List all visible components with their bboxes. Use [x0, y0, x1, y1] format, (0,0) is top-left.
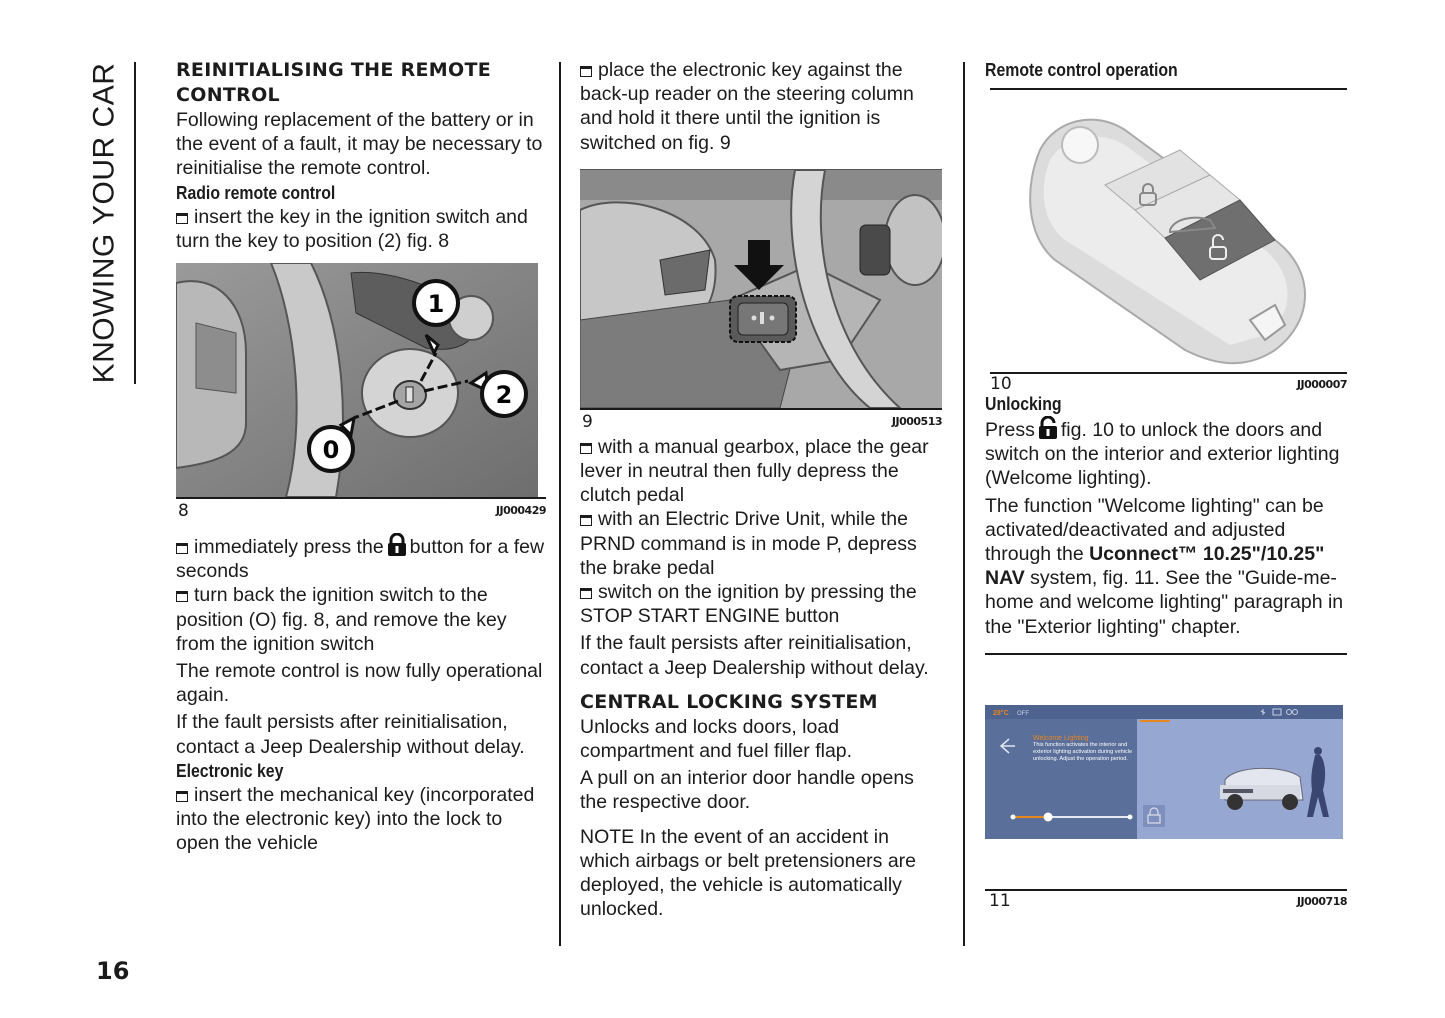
figure-number: 9	[582, 411, 593, 432]
figure-8-caption	[176, 499, 546, 521]
duration-slider-thumb[interactable]	[1044, 812, 1053, 821]
column-divider-1	[559, 62, 561, 946]
figure-8-ignition	[176, 263, 546, 499]
central-paragraph-1: Unlocks and locks doors, load compartment and fuel filler flap.	[580, 715, 853, 763]
subheading-unlocking: Unlocking	[985, 394, 1062, 414]
note-paragraph: NOTE In the event of an accident in which airbags or belt pretensioners are deployed, the vehicle is automatically unlocked.	[580, 825, 917, 921]
bullet-icon	[580, 66, 592, 77]
ignition-switch-illustration	[176, 263, 538, 497]
column-3	[985, 58, 1347, 913]
figure-code: JJ000513	[891, 414, 942, 428]
radio-step-3: turn back the ignition switch to the position (O) fig. 8, and remove the key from the ignition switch	[176, 584, 507, 655]
figure-11-uconnect-screen	[985, 705, 1343, 839]
lock-icon	[386, 533, 408, 557]
step-electric-drive: with an Electric Drive Unit, while the PRND command is in mode P, depress the brake pedal	[580, 508, 917, 579]
subheading-electronic-key: Electronic key	[176, 760, 284, 781]
fault-paragraph-2: If the fault persists after reinitialisation, contact a Jeep Dealership without delay.	[580, 632, 929, 679]
step-switch-ignition: switch on the ignition by pressing the STOP START ENGINE button	[580, 581, 917, 628]
key-fob-illustration	[985, 90, 1347, 372]
figure-number: 11	[989, 890, 1011, 911]
figure-10-key-fob	[985, 90, 1347, 372]
screen-description: This function activates the interior and exterior lighting activation during vehicle unlocking. Adjust the operation period.	[1033, 741, 1133, 762]
bullet-icon	[580, 588, 592, 599]
svg-text:0: 0	[322, 436, 340, 465]
figure-11-caption	[985, 891, 1347, 913]
svg-text:28°C: 28°C	[993, 709, 1009, 717]
column-divider-2	[963, 62, 965, 946]
svg-text:2: 2	[495, 381, 513, 410]
figure-9-caption	[580, 410, 942, 432]
section-heading-central-locking: CENTRAL LOCKING SYSTEM	[580, 690, 878, 713]
bullet-icon	[580, 515, 592, 526]
figure-code: JJ000007	[1296, 378, 1347, 391]
backup-reader-illustration	[580, 170, 942, 408]
unlocking-paragraph: Press fig. 10 to unlock the doors and switch on the interior and exterior lighting (Welcome lighting).	[985, 416, 1347, 491]
subheading-remote-operation: Remote control operation	[985, 60, 1178, 80]
column-1	[176, 58, 546, 855]
figure-11-top-rule	[985, 653, 1347, 655]
figure-code: JJ000429	[495, 504, 546, 518]
section-heading-reinitialising: REINITIALISING THE REMOTE CONTROL	[176, 59, 491, 106]
central-paragraph-2: A pull on an interior door handle opens the respective door.	[580, 767, 914, 814]
bullet-icon	[176, 791, 188, 802]
radio-step-1: insert the key in the ignition switch and turn the key to position (2) fig. 8	[176, 205, 528, 252]
subheading-radio-remote: Radio remote control	[176, 182, 336, 203]
svg-text:OFF: OFF	[1017, 710, 1029, 717]
svg-text:1: 1	[427, 290, 445, 319]
unlock-icon	[1037, 416, 1059, 440]
figure-number: 10	[990, 374, 1012, 394]
bullet-icon	[176, 213, 188, 224]
chapter-side-title	[82, 62, 126, 384]
figure-10-caption	[985, 374, 1347, 392]
electronic-step-place: place the electronic key against the back-up reader on the steering column and hold it there until the ignition is switched on fig. 9	[580, 59, 914, 154]
chapter-title-text: KNOWING YOUR CAR	[87, 62, 120, 384]
electronic-step-1: insert the mechanical key (incorporated into the electronic key) into the lock to open the vehicle	[176, 783, 535, 855]
figure-code: JJ000718	[1296, 894, 1347, 908]
bullet-icon	[176, 543, 188, 554]
page-number: 16	[96, 957, 130, 985]
radio-step-2: immediately press the button for a few seconds	[176, 533, 546, 583]
figure-9-backup-reader	[580, 169, 942, 410]
figure-number: 8	[178, 501, 189, 522]
operational-paragraph: The remote control is now fully operational again.	[176, 660, 543, 707]
svg-text:Welcome Lighting: Welcome Lighting	[1033, 734, 1089, 742]
intro-paragraph: Following replacement of the battery or in the event of a fault, it may be necessary to reinitialise the remote control.	[176, 109, 543, 180]
uconnect-screen-illustration	[985, 705, 1343, 839]
side-divider	[134, 62, 136, 384]
bullet-icon	[176, 591, 188, 602]
step-manual-gearbox: with a manual gearbox, place the gear lever in neutral then fully depress the clutch pedal	[580, 435, 929, 507]
column-2	[580, 58, 942, 921]
fault-paragraph: If the fault persists after reinitialisation, contact a Jeep Dealership without delay.	[176, 711, 525, 758]
welcome-function-paragraph: The function "Welcome lighting" can be activated/deactivated and adjusted through the Uconnect™ 10.25"/10.25" NAV system, fig. 11. See the "Guide-me-home and welcome lighting" paragraph in the "Exterior lighting" chapter.	[985, 494, 1344, 638]
bullet-icon	[580, 443, 592, 454]
